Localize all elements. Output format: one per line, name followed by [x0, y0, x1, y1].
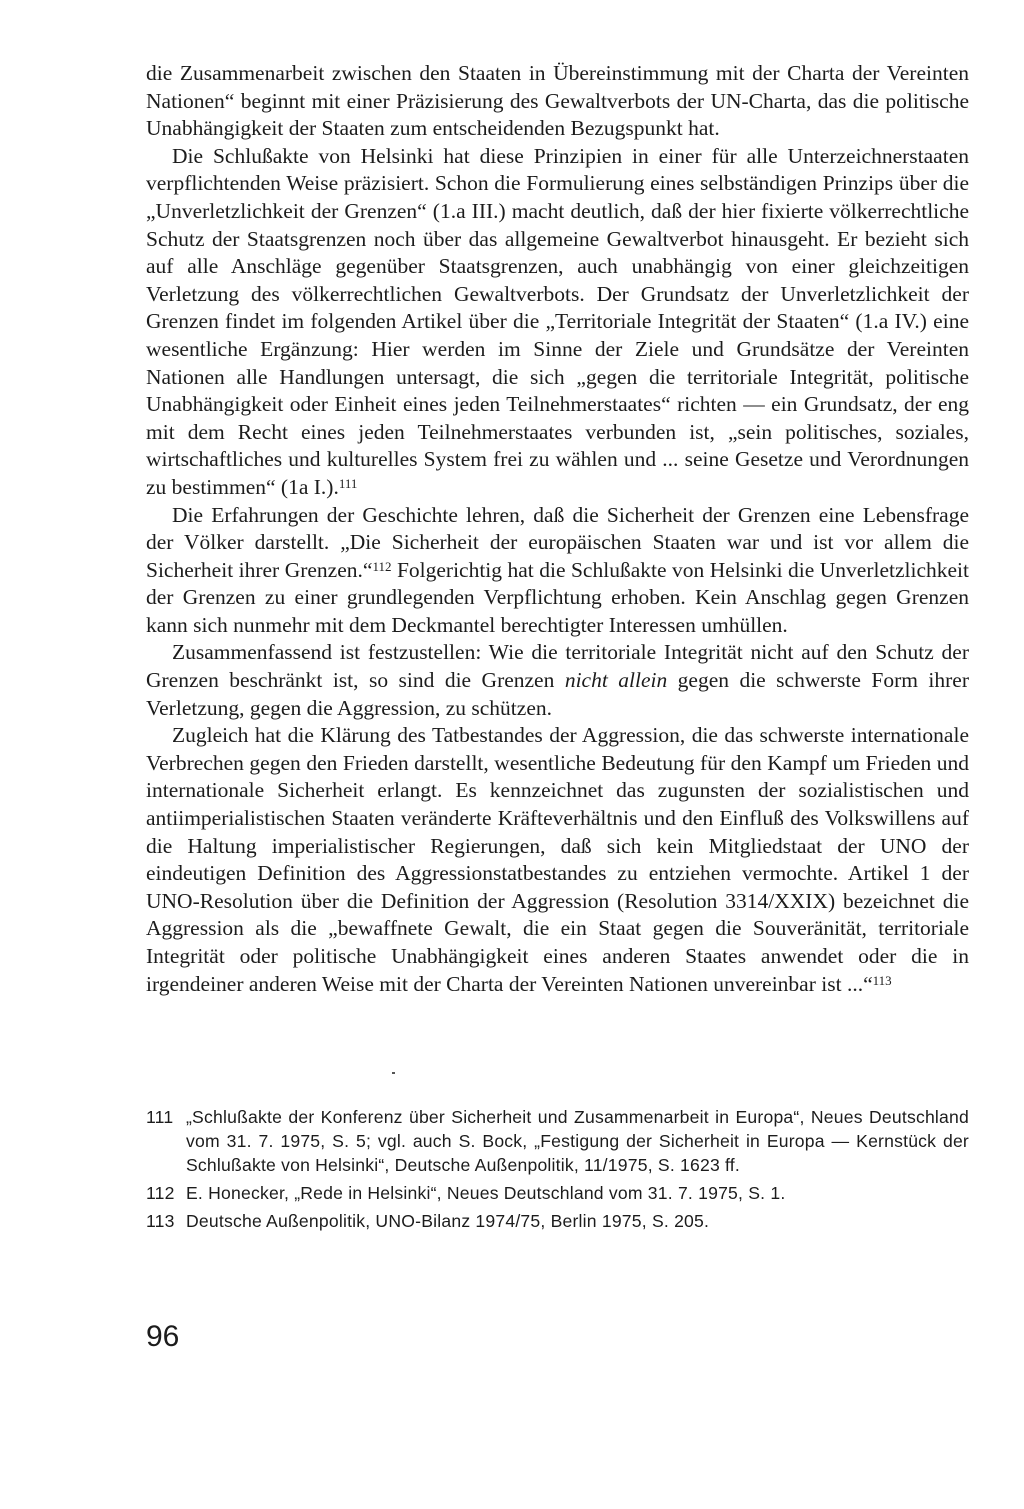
paragraph-text: Zugleich hat die Klärung des Tatbestandes der Aggression, die das schwerste internationale Verbrechen gegen den Frieden darstellt, wesentliche Bedeutung für den Kampf um Frieden und internationale Sicherheit erlangt. Es kennzeichnet das zugunsten der sozialistischen und antiimperialistischen Staaten veränderte Kräfteverhältnis und den Einfluß des Volkswillens auf die Haltung imperialistischer Regierungen, daß sich kein Mitgliedstaat der UNO der eindeutigen Definition des Aggressionstatbestandes zu entziehen vermochte. Artikel 1 der UNO-Resolution über die Definition der Aggression (Resolution 3314/XXIX) bezeichnet die Aggression als die „bewaffnete Gewalt, die ein Staat gegen die Souveränität, territoriale Integrität oder politische Unabhängigkeit eines anderen Staates anwendet oder die in irgendeiner anderen Weise mit der Charta der Vereinten Nationen unvereinbar ist ...“ [146, 723, 969, 996]
emphasis-text: nicht allein [564, 668, 668, 693]
footnote-ref-112[interactable]: 112 [372, 558, 392, 574]
paragraph-1 [146, 60, 969, 143]
body-text [146, 60, 969, 998]
page-number: 96 [146, 1320, 180, 1353]
footnote-text: E. Honecker, „Rede in Helsinki“, Neues Deutschland vom 31. 7. 1975, S. 1. [186, 1183, 786, 1203]
footnote-text: „Schlußakte der Konferenz über Sicherheit und Zusammenarbeit in Europa“, Neues Deutschland vom 31. 7. 1975, S. 5; vgl. auch S. Bock, „Festigung der Sicherheit in Europa — Kernstück der Schlußakte von Helsinki“, Deutsche Außenpolitik, 11/1975, S. 1623 ff. [186, 1107, 969, 1175]
paragraph-text: die Zusammenarbeit zwischen den Staaten in Übereinstimmung mit der Charta der Vereinten Nationen“ beginnt mit einer Präzisierung des Gewaltverbots der UN-Charta, das die politische Unabhängigkeit der Staaten zum entscheidenden Bezugspunkt hat. [146, 61, 969, 141]
paragraph-2 [146, 143, 969, 502]
paragraph-text: gegen die schwerste Form ihrer Verletzung, gegen die Aggression, zu schützen. [146, 668, 970, 720]
footnote-number: 113 [146, 1211, 175, 1231]
paragraph-text: Zusammenfassend ist festzustellen: Wie die territoriale Integrität nicht auf den Schutz der Grenzen beschränkt ist, so sind die Grenzen [146, 640, 969, 693]
footnote-113 [146, 1209, 969, 1233]
footnote-text: Deutsche Außenpolitik, UNO-Bilanz 1974/75, Berlin 1975, S. 205. [186, 1211, 710, 1231]
paragraph-4 [146, 639, 969, 722]
footnote-ref-113[interactable]: 113 [872, 972, 892, 988]
footnote-number: 111 [146, 1107, 174, 1127]
footnote-111 [146, 1105, 969, 1177]
paragraph-text: Die Erfahrungen der Geschichte lehren, daß die Sicherheit der Grenzen eine Lebensfrage der Völker darstellt. „Die Sicherheit der europäischen Staaten war und ist vor allem die Sicherheit ihrer Grenzen.“ [146, 502, 969, 582]
footnotes [146, 1105, 969, 1237]
paragraph-text: Die Schlußakte von Helsinki hat diese Prinzipien in einer für alle Unterzeichnerstaaten verpflichtenden Weise präzisiert. Schon die Formulierung eines selbständigen Prinzips über die „Unverletzlichkeit der Grenzen“ (1.a III.) macht deutlich, daß der hier fixierte völkerrechtliche Schutz der Staatsgrenzen noch über das allgemeine Gewaltverbot hinausgeht. Er bezieht sich auf alle Anschläge gegenüber Staatsgrenzen, auch unabhängig von einer gleichzeitigen Verletzung des völkerrechtlichen Gewaltverbots. Der Grundsatz der Unverletzlichkeit der Grenzen findet im folgenden Artikel über die „Territoriale Integrität der Staaten“ (1.a IV.) eine wesentliche Ergänzung: Hier werden im Sinne der Ziele und Grundsätze der Vereinten Nationen alle Handlungen untersagt, die sich „gegen die territoriale Integrität, politische Unabhängigkeit oder Einheit eines jeden Teilnehmerstaates“ richten — ein Grundsatz, der eng mit dem Recht eines jeden Teilnehmerstaates verbunden ist, „sein politisches, soziales, wirtschaftliches und kulturelles System frei zu wählen und ... seine Gesetze und Verordnungen zu bestimmen“ (1a I.). [146, 143, 969, 499]
paragraph-5 [146, 722, 969, 998]
footnote-112 [146, 1181, 969, 1205]
footnote-number: 112 [146, 1183, 175, 1203]
paragraph-3 [146, 502, 969, 640]
footnote-separator [392, 1072, 395, 1074]
paragraph-text: Folgerichtig hat die Schlußakte von Helsinki die Unverletzlichkeit der Grenzen zu einer grundlegenden Verpflichtung erhoben. Kein Anschlag gegen Grenzen kann sich nunmehr mit dem Deckmantel berechtigter Interessen umhüllen. [146, 557, 970, 637]
footnote-ref-111[interactable]: 111 [338, 475, 358, 491]
